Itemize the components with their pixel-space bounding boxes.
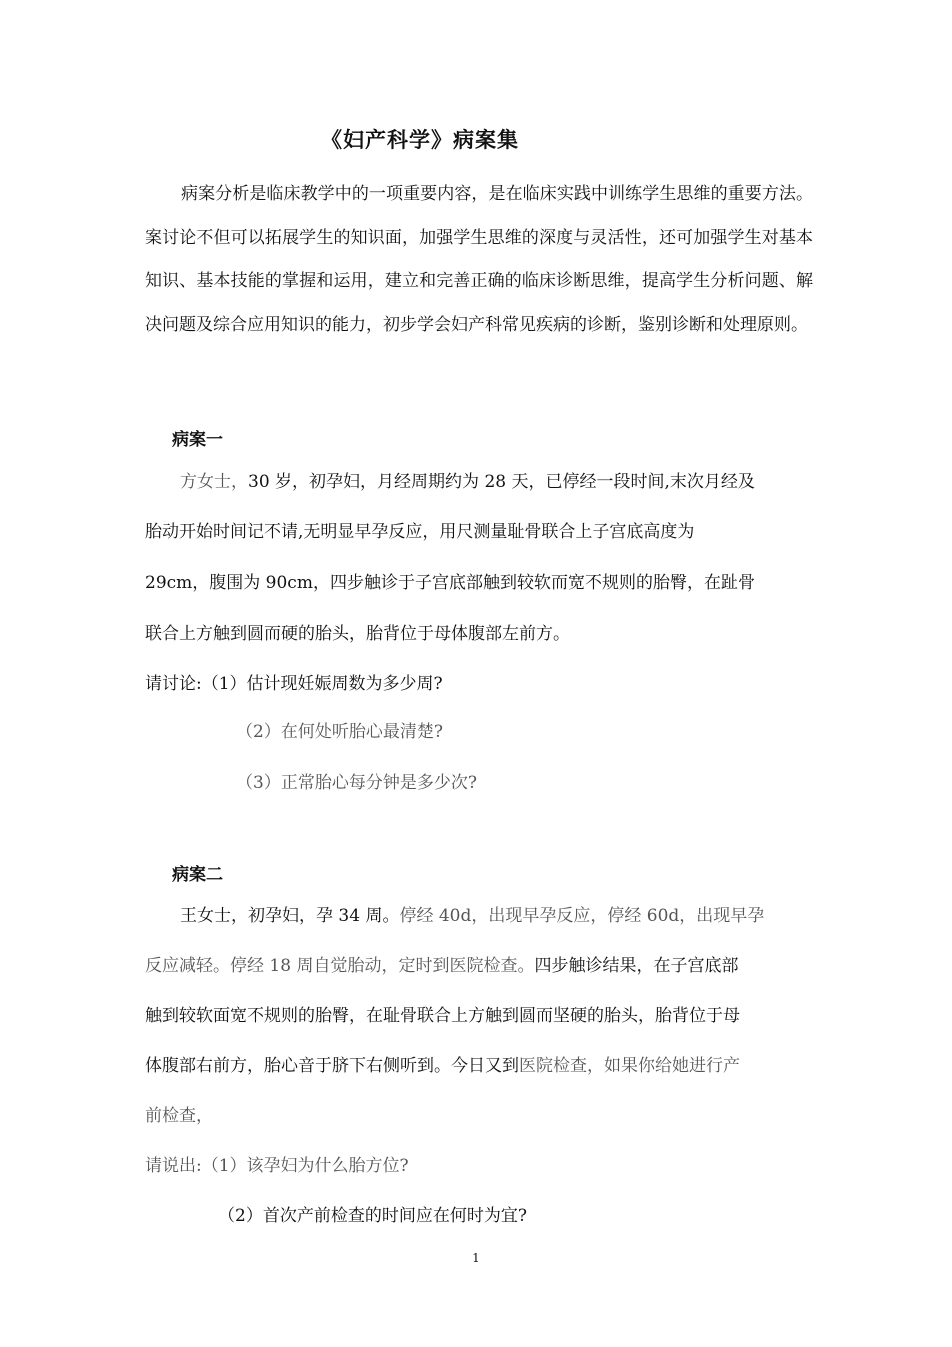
case2-line1-a: 王女士，初孕妇，孕 34 周。 — [180, 906, 400, 926]
intro-paragraph — [145, 173, 813, 347]
case1-question-2: （2）在何处听胎心最清楚? — [236, 722, 443, 742]
case2-line2-a: 反应减轻。停经 18 周自觉胎动，定时到医院检查。 — [145, 956, 535, 976]
case1-question-1: 请讨论:（1）估计现妊娠周数为多少周? — [145, 674, 443, 694]
intro-text-content: 病案分析是临床教学中的一项重要内容，是在临床实践中训练学生思维的重要方法。案讨论不但可以拓展学生的知识面，加强学生思维的深度与灵活性，还可加强学生对基本知识、基本技能的掌握和运用，建立和完善正确的临床诊断思维，提高学生分析问题、解决问题及综合应用知识的能力，初步学会妇产科常见疾病的诊断，鉴别诊断和处理原则。 — [145, 184, 813, 335]
case1-line1-prefix: 方女士， — [180, 472, 248, 492]
case1-line3: 29cm，腹围为 90cm，四步触诊于子宫底部触到较软而宽不规则的胎臀，在趾骨 — [145, 573, 755, 593]
case2-line1-b: 停经 40d，出现早孕反应，停经 60d，出现早孕 — [399, 906, 765, 926]
case1-line1 — [180, 469, 755, 495]
page-number: 1 — [472, 1251, 480, 1265]
intro-text — [145, 173, 813, 347]
document-title: 《妇产科学》病案集 — [321, 127, 519, 152]
case1-line2: 胎动开始时间记不请,无明显早孕反应，用尺测量耻骨联合上子宫底高度为 — [145, 522, 695, 542]
case2-line4 — [145, 1053, 740, 1079]
case2-line2-b: 四步触诊结果，在子宫底部 — [534, 956, 739, 976]
case2-question-1: 请说出:（1）该孕妇为什么胎方位? — [145, 1156, 409, 1176]
case2-line4-a: 体腹部右前方，胎心音于脐下右侧听到。今日又到 — [145, 1056, 519, 1076]
case1-question-3: （3）正常胎心每分钟是多少次? — [236, 773, 477, 793]
case2-line3: 触到较软面宽不规则的胎臀，在耻骨联合上方触到圆而坚硬的胎头，胎背位于母 — [145, 1006, 740, 1026]
case2-question-2: （2）首次产前检查的时间应在何时为宜? — [218, 1206, 527, 1226]
case2-line4-b: 医院检查，如果你给她进行产 — [519, 1056, 740, 1076]
case2-line5: 前检查， — [145, 1106, 213, 1126]
case1-line1-rest: 30 岁，初孕妇，月经周期约为 28 天，已停经一段时间,末次月经及 — [248, 472, 755, 492]
case2-line2 — [145, 953, 738, 979]
case2-line1 — [180, 903, 764, 929]
case1-heading: 病案一 — [172, 430, 223, 450]
case1-line4: 联合上方触到圆而硬的胎头，胎背位于母体腹部左前方。 — [145, 624, 570, 644]
case2-heading: 病案二 — [172, 865, 223, 885]
